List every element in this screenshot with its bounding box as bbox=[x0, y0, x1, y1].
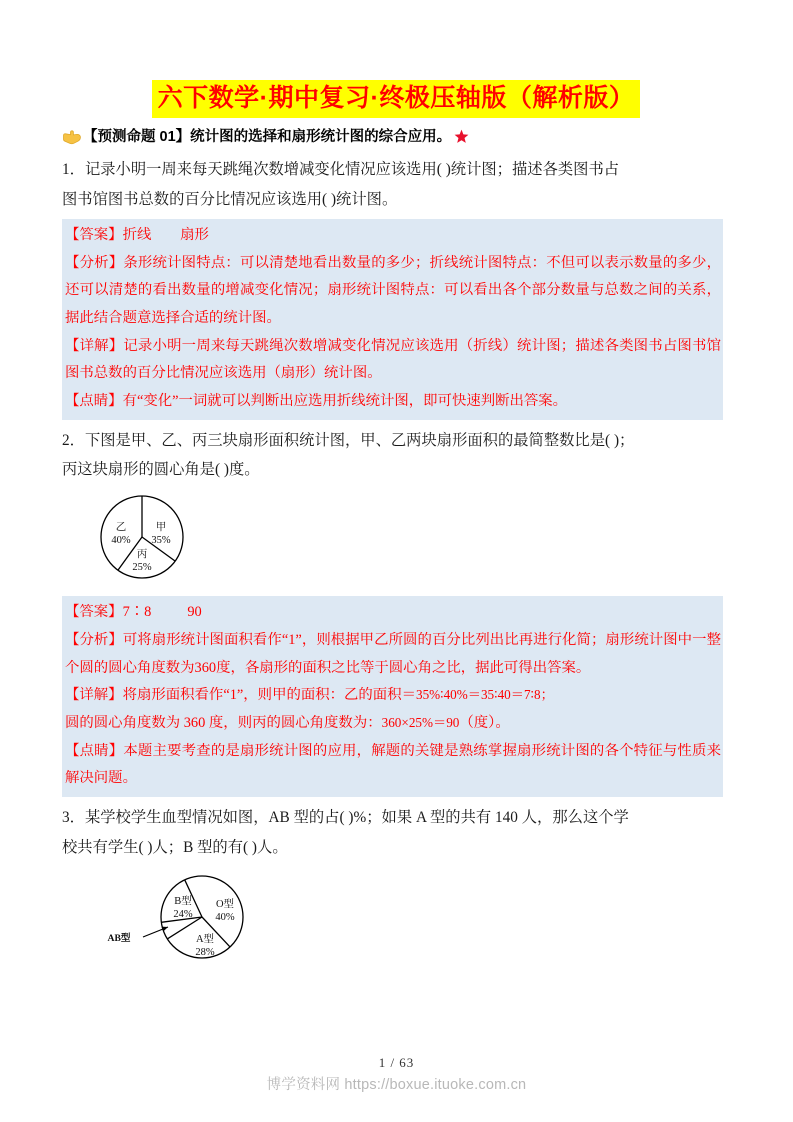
watermark-text: 博学资料网 https://boxue.ituoke.com.cn bbox=[266, 1077, 527, 1093]
answer-label: 【答案】 bbox=[65, 604, 123, 621]
sector-area-pie-chart bbox=[84, 491, 730, 588]
detail-label: 【详解】 bbox=[65, 337, 124, 354]
detail-math-1: 35%∶40%＝35∶40＝7∶8； bbox=[415, 687, 554, 703]
detail-text: 将扇形面积看作“1”，则甲的面积：乙的面积＝ bbox=[122, 687, 416, 704]
answer-line bbox=[65, 222, 721, 250]
tip-text: 有“变化”一词就可以判断出应选用折线统计图，即可快速判断出答案。 bbox=[122, 392, 568, 409]
pie-slice-label-ab: AB型 bbox=[107, 932, 131, 944]
detail-text-3: （度）。 bbox=[459, 714, 510, 731]
question-1-line-2: 图书馆图书总数的百分比情况应该选用( )统计图。 bbox=[62, 191, 398, 209]
answer-label: 【答案】 bbox=[65, 227, 123, 243]
document-title: 六下数学·期中复习·终极压轴版（解析版） bbox=[152, 80, 641, 118]
page-number: 1 / 63 bbox=[378, 1055, 415, 1070]
pie-slice-value-b: 24% bbox=[173, 908, 193, 920]
page-content bbox=[62, 80, 730, 982]
analysis-text: 条形统计图特点：可以清楚地看出数量的多少；折线统计图特点：不但可以表示数量的多少，还可以清楚的看出数量的增减变化情况；扇形统计图特点：可以看出各个部分数量与总数之间的关系，据此结合题意选择合适的统计图。 bbox=[65, 254, 721, 326]
question-1-answer-block bbox=[62, 219, 723, 420]
tip-label: 【点睛】 bbox=[65, 742, 124, 759]
detail-text-2: 圆的圆心角度数为 360 度，则丙的圆心角度数为： bbox=[65, 714, 382, 731]
pie-slice-value-yi: 40% bbox=[111, 535, 131, 547]
answer-line bbox=[65, 599, 721, 627]
blood-type-pie-chart bbox=[97, 869, 730, 974]
question-1-line-1: 1．记录小明一周来每天跳绳次数增减变化情况应该选用( )统计图；描述各类图书占 bbox=[62, 161, 620, 179]
analysis-label: 【分析】 bbox=[65, 631, 123, 648]
detail-text: 记录小明一周来每天跳绳次数增减变化情况应该选用（折线）统计图；描述各类图书占图书馆图书总数的百分比情况应该选用（扇形）统计图。 bbox=[65, 337, 721, 382]
analysis-text: 可将扇形统计图面积看作“1”，则根据甲乙所圆的百分比列出比再进行化简；扇形统计图中一整个圆的圆心角度数为360度，各扇形的面积之比等于圆心角之比，据此可得出答案。 bbox=[65, 631, 721, 676]
star-icon bbox=[454, 129, 469, 144]
answer-value: 折线 扇形 bbox=[122, 227, 209, 243]
question-2-text bbox=[62, 426, 730, 486]
pie-slice-label-a: A型 bbox=[195, 933, 215, 945]
page-footer bbox=[0, 1055, 793, 1094]
detail-line-2 bbox=[65, 710, 721, 738]
title-banner bbox=[62, 80, 730, 118]
pie-slice-label-b: B型 bbox=[174, 895, 192, 907]
tip-text: 本题主要考查的是扇形统计图的应用，解题的关键是熟练掌握扇形统计图的各个特征与性质来解决问题。 bbox=[65, 742, 721, 787]
question-2-line-2: 丙这块扇形的圆心角是( )度。 bbox=[62, 461, 260, 479]
analysis-label: 【分析】 bbox=[65, 254, 124, 271]
detail-label: 【详解】 bbox=[65, 687, 123, 704]
question-3-text bbox=[62, 803, 730, 863]
answer-value: 7∶8 90 bbox=[122, 604, 202, 621]
pie-slice-value-a: 28% bbox=[195, 946, 215, 958]
pie-slice-label-jia: 甲 bbox=[155, 522, 167, 534]
tip-label: 【点睛】 bbox=[65, 392, 123, 409]
question-1-text bbox=[62, 155, 730, 215]
pie-slice-label-o: O型 bbox=[215, 898, 235, 910]
pie-slice-label-yi: 乙 bbox=[115, 522, 127, 534]
pie-slice-value-bing: 25% bbox=[132, 562, 152, 574]
question-2-answer-block bbox=[62, 596, 723, 797]
tip-line bbox=[65, 738, 721, 793]
analysis-line bbox=[65, 627, 721, 682]
question-3-line-1: 3．某学校学生血型情况如图，AB 型的占( )%；如果 A 型的共有 140 人，那么这个学 bbox=[62, 808, 629, 826]
pie-slice-label-bing: 丙 bbox=[136, 549, 148, 561]
section-heading-row bbox=[62, 128, 730, 147]
section-heading-label: 【预测命题 01】统计图的选择和扇形统计图的综合应用。 bbox=[83, 128, 452, 145]
pie-slice-value-o: 40% bbox=[215, 911, 235, 923]
question-2-line-1: 2．下图是甲、乙、丙三块扇形面积统计图，甲、乙两块扇形面积的最简整数比是( )； bbox=[62, 431, 635, 449]
pointing-hand-icon bbox=[62, 129, 82, 145]
analysis-line bbox=[65, 250, 721, 333]
pie-slice-value-jia: 35% bbox=[151, 535, 171, 547]
tip-line bbox=[65, 388, 721, 416]
detail-line bbox=[65, 682, 721, 710]
detail-math-2: 360×25%＝90 bbox=[381, 714, 460, 730]
question-3-line-2: 校共有学生( )人；B 型的有( )人。 bbox=[62, 838, 288, 856]
detail-line bbox=[65, 333, 721, 388]
